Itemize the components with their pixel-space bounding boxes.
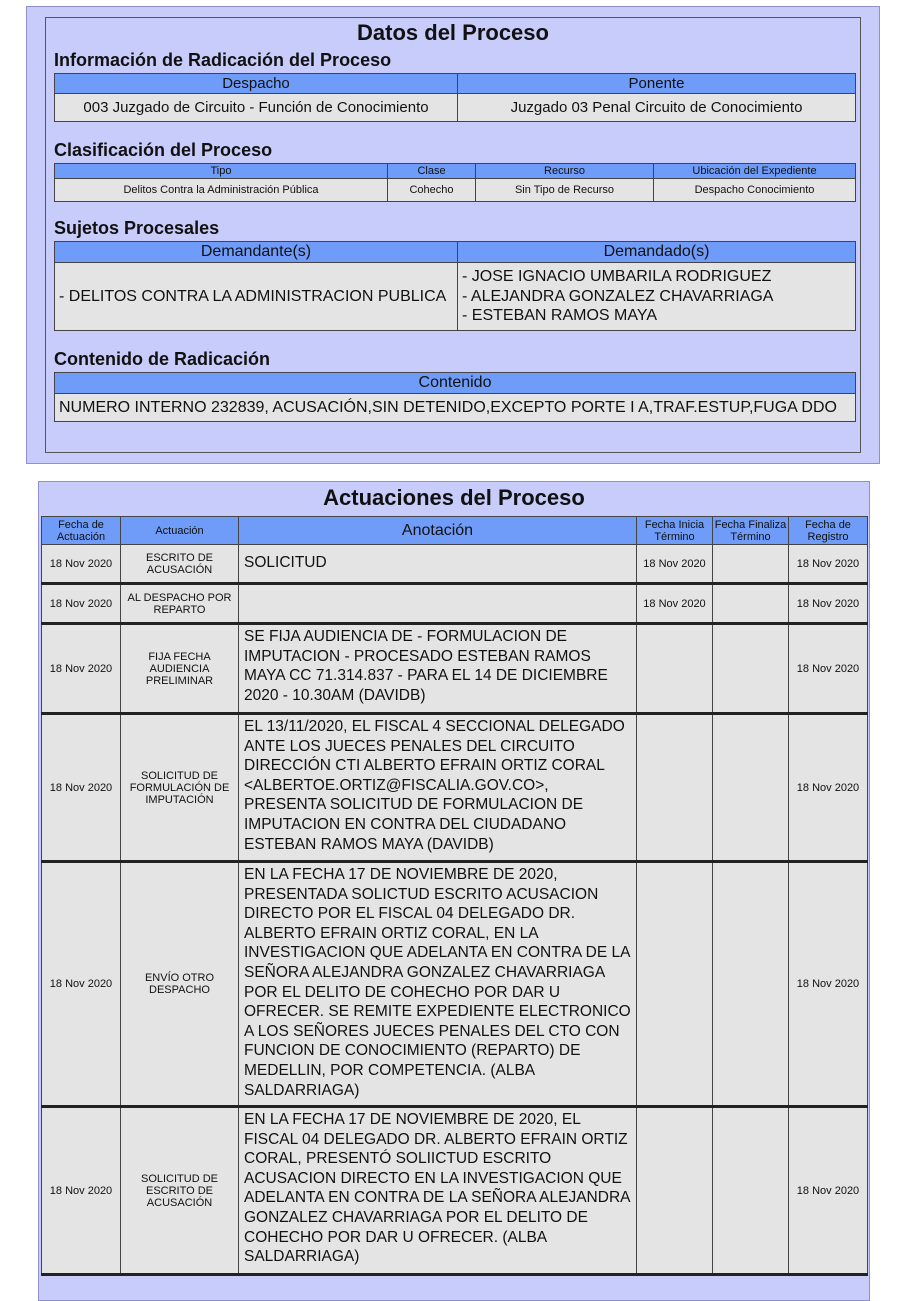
fecha-actuacion-cell: 18 Nov 2020 [42,545,121,584]
fecha-finaliza-cell [713,862,789,1107]
table-row [42,584,868,624]
anotacion-cell [239,584,637,624]
col-fecha-registro: Fecha de Registro [789,517,868,545]
col-fecha-inicia: Fecha Inicia Término [637,517,713,545]
contenido-heading: Contenido de Radicación [54,349,271,369]
contenido-table [54,372,856,422]
fecha-finaliza-cell [713,545,789,584]
col-recurso: Recurso [476,164,654,179]
recurso-value: Sin Tipo de Recurso [476,179,654,202]
anotacion-cell: EN LA FECHA 17 DE NOVIEMBRE DE 2020, PRESENTADA SOLICTUD ESCRITO ACUSACION DIRECTO POR EL FISCAL 04 DELEGADO DR. ALBERTO EFRAIN ORTIZ CORAL, EN LA INVESTIGACION QUE ADELANTA EN CONTRA DE LA SEÑORA ALEJANDRA GONZALEZ CHAVARRIAGA POR EL DELITO DE COHECHO POR DAR U OFRECER. SE REMITE EXPEDIENTE ELECTRONICO A LOS SEÑORES JUECES PENALES DEL CTO CON FUNCION DE CONOCIMIENTO (REPARTO) DE MEDELLIN, POR COMPETENCIA. (ALBA SALDARRIAGA) [239,862,637,1107]
despacho-value: 003 Juzgado de Circuito - Función de Conocimiento [55,94,458,122]
fecha-inicia-cell: 18 Nov 2020 [637,545,713,584]
col-fecha-finaliza: Fecha Finaliza Término [713,517,789,545]
anotacion-cell: SOLICITUD [239,545,637,584]
actuacion-cell: SOLICITUD DE FORMULACIÓN DE IMPUTACIÓN [121,714,239,862]
fecha-registro-cell: 18 Nov 2020 [789,1107,868,1275]
table-row [42,714,868,862]
col-demandado: Demandado(s) [458,242,856,263]
clasificacion-table [54,163,856,202]
col-ponente: Ponente [458,74,856,94]
col-contenido: Contenido [55,373,856,394]
ponente-value: Juzgado 03 Penal Circuito de Conocimiento [458,94,856,122]
col-despacho: Despacho [55,74,458,94]
anotacion-cell: EL 13/11/2020, EL FISCAL 4 SECCIONAL DELEGADO ANTE LOS JUECES PENALES DEL CIRCUITO DIRECCIÓN CTI ALBERTO EFRAIN ORTIZ CORAL <ALBERTOE.ORTIZ@FISCALIA.GOV.CO>, PRESENTA SOLICITUD DE FORMULACION DE IMPUTACION EN CONTRA DEL CIUDADANO ESTEBAN RAMOS MAYA (DAVIDB) [239,714,637,862]
clasificacion-heading: Clasificación del Proceso [54,140,273,160]
demandado-item: - JOSE IGNACIO UMBARILA RODRIGUEZ [462,268,772,286]
datos-del-proceso-panel [26,6,880,464]
col-clase: Clase [388,164,476,179]
actuaciones-panel [38,481,870,1301]
radicacion-heading: Información de Radicación del Proceso [54,50,392,70]
fecha-actuacion-cell: 18 Nov 2020 [42,862,121,1107]
radicacion-table [54,73,856,122]
fecha-registro-cell: 18 Nov 2020 [789,862,868,1107]
demandado-item: - ALEJANDRA GONZALEZ CHAVARRIAGA [462,287,774,305]
sujetos-table [54,241,856,331]
anotacion-cell: EN LA FECHA 17 DE NOVIEMBRE DE 2020, EL FISCAL 04 DELEGADO DR. ALBERTO EFRAIN ORTIZ CORAL, PRESENTÓ SOLIICTUD ESCRITO ACUSACION DIRECTO EN LA INVESTIGACION QUE ADELANTA EN CONTRA DE LA SEÑORA ALEJANDRA GONZALEZ CHAVARRIAGA POR EL DELITO DE COHECHO POR DAR U OFRECER. (ALBA SALDARRIAGA) [239,1107,637,1275]
clase-value: Cohecho [388,179,476,202]
fecha-inicia-cell [637,862,713,1107]
actuaciones-title: Actuaciones del Proceso [323,485,585,510]
table-row [42,624,868,714]
contenido-value: NUMERO INTERNO 232839, ACUSACIÓN,SIN DETENIDO,EXCEPTO PORTE I A,TRAF.ESTUP,FUGA DDO [55,394,856,422]
fecha-inicia-cell: 18 Nov 2020 [637,584,713,624]
demandados-cell [458,263,856,331]
sujetos-heading: Sujetos Procesales [54,218,220,238]
actuaciones-table [41,516,868,1276]
tipo-value: Delitos Contra la Administración Pública [55,179,388,202]
fecha-actuacion-cell: 18 Nov 2020 [42,714,121,862]
col-anotacion: Anotación [239,517,637,545]
datos-title: Datos del Proceso [357,20,549,45]
fecha-registro-cell: 18 Nov 2020 [789,624,868,714]
demandado-item: - ESTEBAN RAMOS MAYA [462,307,657,325]
fecha-actuacion-cell: 18 Nov 2020 [42,624,121,714]
actuacion-cell: ENVÍO OTRO DESPACHO [121,862,239,1107]
fecha-finaliza-cell [713,1107,789,1275]
fecha-inicia-cell [637,624,713,714]
fecha-registro-cell: 18 Nov 2020 [789,584,868,624]
fecha-finaliza-cell [713,584,789,624]
table-row [42,545,868,584]
fecha-actuacion-cell: 18 Nov 2020 [42,584,121,624]
table-row [42,1107,868,1275]
actuacion-cell: ESCRITO DE ACUSACIÓN [121,545,239,584]
actuacion-cell: AL DESPACHO POR REPARTO [121,584,239,624]
actuacion-cell: FIJA FECHA AUDIENCIA PRELIMINAR [121,624,239,714]
fecha-inicia-cell [637,714,713,862]
datos-del-proceso-frame [45,17,861,453]
col-demandante: Demandante(s) [55,242,458,263]
table-row [42,862,868,1107]
anotacion-cell: SE FIJA AUDIENCIA DE - FORMULACION DE IMPUTACION - PROCESADO ESTEBAN RAMOS MAYA CC 71.314.837 - PARA EL 14 DE DICIEMBRE 2020 - 10.30AM (DAVIDB) [239,624,637,714]
col-actuacion: Actuación [121,517,239,545]
fecha-inicia-cell [637,1107,713,1275]
fecha-registro-cell: 18 Nov 2020 [789,545,868,584]
fecha-finaliza-cell [713,624,789,714]
col-fecha-actuacion: Fecha de Actuación [42,517,121,545]
col-tipo: Tipo [55,164,388,179]
demandante-value: - DELITOS CONTRA LA ADMINISTRACION PUBLICA [55,263,458,331]
actuacion-cell: SOLICITUD DE ESCRITO DE ACUSACIÓN [121,1107,239,1275]
fecha-actuacion-cell: 18 Nov 2020 [42,1107,121,1275]
ubicacion-value: Despacho Conocimiento [654,179,856,202]
fecha-registro-cell: 18 Nov 2020 [789,714,868,862]
col-ubicacion: Ubicación del Expediente [654,164,856,179]
fecha-finaliza-cell [713,714,789,862]
